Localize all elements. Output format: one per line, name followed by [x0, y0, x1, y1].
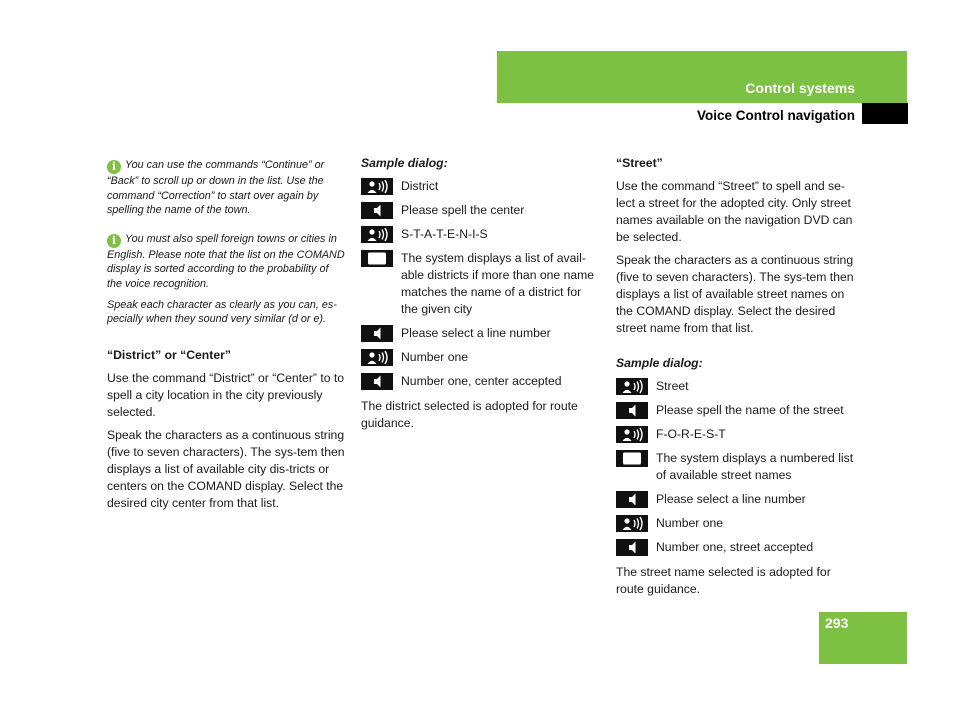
- dialog-text: The system displays a list of avail-able districts if more than one name matches the name of a district for the given city: [401, 251, 595, 316]
- speaker-icon: [361, 325, 393, 342]
- sample-dialog-label: Sample dialog:: [616, 356, 703, 370]
- info-note: [107, 232, 345, 292]
- closing-paragraph: The district selected is adopted for route guidance.: [361, 399, 578, 430]
- dialog-item: [616, 402, 859, 419]
- dialog-text: F-O-R-E-S-T: [656, 427, 726, 441]
- speaker-icon: [361, 373, 393, 390]
- dialog-list: [616, 378, 859, 556]
- closing-paragraph: The street name selected is adopted for route guidance.: [616, 565, 831, 596]
- section-heading: “Street”: [616, 156, 663, 170]
- dialog-text: Number one, street accepted: [656, 540, 814, 554]
- voice-input-icon: [361, 349, 393, 366]
- section-heading: “District” or “Center”: [107, 347, 231, 362]
- speaker-icon: [616, 402, 648, 419]
- info-icon: i: [107, 160, 121, 174]
- dialog-item: [616, 539, 859, 556]
- paragraph: Speak the characters as a continuous string (five to seven characters). The sys-tem then displays a list of available city dis-tricts or centers on the COMAND display. Select the desired city center from that list.: [107, 427, 345, 510]
- dialog-item: [616, 426, 859, 443]
- sample-dialog-label: Sample dialog:: [361, 156, 448, 170]
- dialog-item: [616, 450, 859, 484]
- dialog-item: [616, 378, 859, 395]
- column-left: [107, 158, 345, 518]
- paragraph: Use the command “Street” to spell and se-lect a street for the adopted city. Only street names available on the navigation DVD can be selected.: [616, 179, 853, 244]
- dialog-item: [361, 202, 601, 219]
- dialog-item: [616, 491, 859, 508]
- speaker-icon: [616, 491, 648, 508]
- info-icon: i: [107, 234, 121, 248]
- dialog-text: Number one, center accepted: [401, 374, 562, 388]
- section-title: Control systems: [745, 80, 855, 96]
- dialog-text: S-T-A-T-E-N-I-S: [401, 227, 488, 241]
- dialog-text: Number one: [401, 350, 469, 364]
- paragraph: Use the command “District” or “Center” to to spell a city location in the city previously selected.: [107, 370, 345, 419]
- column-middle: [361, 155, 601, 438]
- speaker-icon: [616, 539, 648, 556]
- dialog-text: Number one: [656, 516, 724, 530]
- info-note-text: You must also spell foreign towns or cities in English. Please note that the list on the COMAND display is sorted according to the probability of the voice recognition.: [107, 232, 345, 290]
- header-tab-marker: [862, 103, 908, 124]
- dialog-list: [361, 178, 601, 390]
- dialog-item: [361, 325, 601, 342]
- voice-input-icon: [616, 426, 648, 443]
- dialog-text: District: [401, 179, 439, 193]
- voice-input-icon: [616, 378, 648, 395]
- dialog-item: [361, 226, 601, 243]
- page-number: 293: [825, 615, 849, 631]
- info-note-text: You can use the commands “Continue” or “Back” to scroll up or down in the list. Use the command “Correction” to start over again by spelling the name of the town.: [107, 159, 325, 217]
- dialog-item: [361, 178, 601, 195]
- dialog-item: [361, 373, 601, 390]
- subsection-title: Voice Control navigation: [696, 108, 855, 123]
- dialog-item: [361, 250, 601, 318]
- dialog-text: Please select a line number: [656, 492, 806, 506]
- display-icon: [361, 250, 393, 267]
- paragraph: Speak the characters as a continuous string (five to seven characters). The sys-tem then displays a list of available street names on the COMAND display. Select the desired street name from that list.: [616, 253, 854, 335]
- display-icon: [616, 450, 648, 467]
- note-plain: Speak each character as clearly as you can, es-pecially when they sound very similar (d or e).: [107, 298, 337, 326]
- dialog-text: Please select a line number: [401, 326, 551, 340]
- voice-input-icon: [361, 178, 393, 195]
- dialog-text: Street: [656, 379, 689, 393]
- dialog-item: [616, 515, 859, 532]
- voice-input-icon: [361, 226, 393, 243]
- dialog-text: Please spell the name of the street: [656, 403, 844, 417]
- speaker-icon: [361, 202, 393, 219]
- voice-input-icon: [616, 515, 648, 532]
- column-right: [616, 155, 859, 604]
- dialog-item: [361, 349, 601, 366]
- dialog-text: The system displays a numbered list of available street names: [656, 451, 854, 482]
- dialog-text: Please spell the center: [401, 203, 525, 217]
- info-note: [107, 158, 345, 218]
